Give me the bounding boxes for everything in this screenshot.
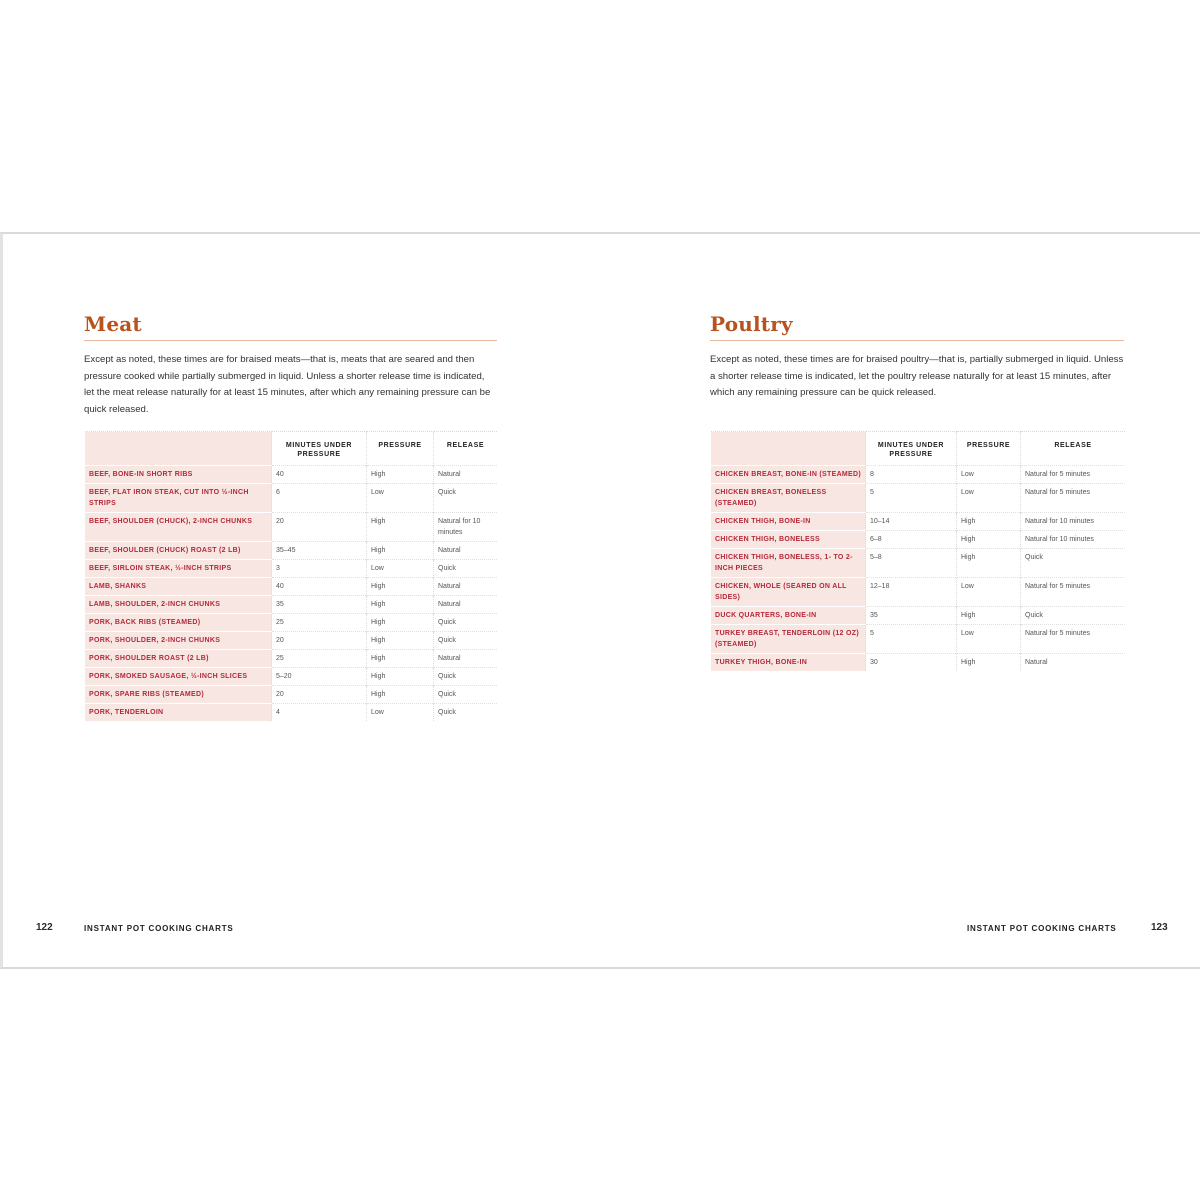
row-minutes: 35: [272, 596, 367, 614]
row-minutes: 3: [272, 560, 367, 578]
row-release: Natural: [434, 542, 498, 560]
row-pressure: High: [367, 466, 434, 484]
table-header-row: [711, 432, 1125, 466]
row-pressure: High: [957, 549, 1021, 578]
meat-cooking-chart: [85, 431, 497, 721]
row-item: CHICKEN THIGH, BONELESS: [711, 531, 866, 549]
row-minutes: 6–8: [866, 531, 957, 549]
row-minutes: 20: [272, 632, 367, 650]
header-minutes: MINUTES UNDER PRESSURE: [272, 432, 367, 466]
table-row: [85, 560, 497, 578]
table-row: [711, 484, 1125, 513]
header-pressure: PRESSURE: [367, 432, 434, 466]
section-title-poultry: Poultry: [710, 312, 793, 336]
header-minutes: MINUTES UNDER PRESSURE: [866, 432, 957, 466]
row-pressure: High: [367, 614, 434, 632]
table-row: [711, 549, 1125, 578]
row-minutes: 35: [866, 607, 957, 625]
row-pressure: High: [367, 686, 434, 704]
running-head: INSTANT POT COOKING CHARTS: [967, 924, 1117, 933]
table-row: [85, 650, 497, 668]
row-minutes: 5–8: [866, 549, 957, 578]
row-release: Natural for 10 minutes: [434, 513, 498, 542]
row-minutes: 30: [866, 654, 957, 672]
page-number: 122: [36, 922, 53, 933]
row-pressure: Low: [957, 484, 1021, 513]
row-release: Quick: [434, 614, 498, 632]
table-row: [85, 466, 497, 484]
row-release: Quick: [1021, 549, 1126, 578]
left-page: [3, 234, 603, 967]
row-release: Quick: [434, 484, 498, 513]
row-release: Quick: [434, 560, 498, 578]
row-item: BEEF, SHOULDER (CHUCK), 2-INCH CHUNKS: [85, 513, 272, 542]
row-item: TURKEY BREAST, TENDERLOIN (12 OZ) (STEAMED): [711, 625, 866, 654]
header-release: RELEASE: [1021, 432, 1126, 466]
row-item: CHICKEN BREAST, BONELESS (STEAMED): [711, 484, 866, 513]
row-release: Quick: [434, 686, 498, 704]
row-pressure: Low: [367, 704, 434, 722]
row-item: BEEF, SIRLOIN STEAK, ½-INCH STRIPS: [85, 560, 272, 578]
row-release: Natural: [434, 596, 498, 614]
row-release: Natural: [434, 650, 498, 668]
right-page: [603, 234, 1200, 967]
table-row: [85, 704, 497, 722]
table-row: [85, 578, 497, 596]
row-pressure: Low: [367, 484, 434, 513]
row-pressure: Low: [957, 578, 1021, 607]
row-release: Quick: [434, 632, 498, 650]
row-item: DUCK QUARTERS, BONE-IN: [711, 607, 866, 625]
table-row: [85, 513, 497, 542]
row-release: Quick: [1021, 607, 1126, 625]
table-header-row: [85, 432, 497, 466]
title-rule: [84, 340, 497, 341]
table-row: [85, 686, 497, 704]
row-item: LAMB, SHANKS: [85, 578, 272, 596]
row-minutes: 5–20: [272, 668, 367, 686]
row-item: LAMB, SHOULDER, 2-INCH CHUNKS: [85, 596, 272, 614]
row-pressure: High: [957, 531, 1021, 549]
row-pressure: High: [367, 596, 434, 614]
row-item: CHICKEN THIGH, BONE-IN: [711, 513, 866, 531]
row-item: PORK, SHOULDER, 2-INCH CHUNKS: [85, 632, 272, 650]
row-pressure: High: [367, 578, 434, 596]
row-minutes: 20: [272, 686, 367, 704]
row-pressure: High: [367, 668, 434, 686]
row-release: Natural for 10 minutes: [1021, 531, 1126, 549]
row-release: Natural for 5 minutes: [1021, 484, 1126, 513]
row-pressure: High: [957, 654, 1021, 672]
table-row: [85, 542, 497, 560]
poultry-cooking-chart: [711, 431, 1125, 671]
page-number: 123: [1151, 922, 1168, 933]
row-release: Natural: [434, 578, 498, 596]
row-pressure: High: [367, 542, 434, 560]
table-row: [711, 625, 1125, 654]
intro-paragraph: Except as noted, these times are for braised meats—that is, meats that are seared and then pressure cooked while partially submerged in liquid. Unless a shorter release time is indicated, let the meat release naturally for at least 15 minutes, after which any remaining pressure can be quick released.: [84, 354, 491, 415]
row-minutes: 5: [866, 484, 957, 513]
title-rule: [710, 340, 1124, 341]
row-release: Natural for 10 minutes: [1021, 513, 1126, 531]
row-item: CHICKEN THIGH, BONELESS, 1- TO 2-INCH PIECES: [711, 549, 866, 578]
book-spread: [0, 232, 1200, 969]
header-pressure: PRESSURE: [957, 432, 1021, 466]
row-release: Natural for 5 minutes: [1021, 578, 1126, 607]
row-minutes: 10–14: [866, 513, 957, 531]
table-row: [711, 466, 1125, 484]
header-release: RELEASE: [434, 432, 498, 466]
table-row: [85, 596, 497, 614]
row-minutes: 40: [272, 578, 367, 596]
row-minutes: 35–45: [272, 542, 367, 560]
row-minutes: 25: [272, 614, 367, 632]
poultry-table-body: [711, 466, 1125, 672]
row-item: CHICKEN BREAST, BONE-IN (STEAMED): [711, 466, 866, 484]
row-minutes: 8: [866, 466, 957, 484]
row-item: BEEF, BONE-IN SHORT RIBS: [85, 466, 272, 484]
header-item: [85, 432, 272, 466]
row-pressure: High: [957, 513, 1021, 531]
row-minutes: 6: [272, 484, 367, 513]
row-item: PORK, SMOKED SAUSAGE, ½-INCH SLICES: [85, 668, 272, 686]
row-item: TURKEY THIGH, BONE-IN: [711, 654, 866, 672]
meat-table-body: [85, 466, 497, 722]
row-release: Quick: [434, 704, 498, 722]
table-row: [85, 614, 497, 632]
row-item: PORK, SHOULDER ROAST (2 LB): [85, 650, 272, 668]
row-item: PORK, TENDERLOIN: [85, 704, 272, 722]
row-pressure: Low: [957, 625, 1021, 654]
row-release: Natural for 5 minutes: [1021, 466, 1126, 484]
row-item: BEEF, SHOULDER (CHUCK) ROAST (2 LB): [85, 542, 272, 560]
table-row: [711, 578, 1125, 607]
row-release: Natural: [1021, 654, 1126, 672]
row-item: BEEF, FLAT IRON STEAK, CUT INTO ½-INCH STRIPS: [85, 484, 272, 513]
table-row: [711, 607, 1125, 625]
row-item: PORK, SPARE RIBS (STEAMED): [85, 686, 272, 704]
row-pressure: High: [367, 650, 434, 668]
running-head: INSTANT POT COOKING CHARTS: [84, 924, 234, 933]
row-pressure: High: [367, 513, 434, 542]
row-minutes: 4: [272, 704, 367, 722]
header-item: [711, 432, 866, 466]
row-minutes: 25: [272, 650, 367, 668]
row-item: CHICKEN, WHOLE (SEARED ON ALL SIDES): [711, 578, 866, 607]
table-row: [711, 513, 1125, 531]
row-minutes: 12–18: [866, 578, 957, 607]
table-row: [711, 654, 1125, 672]
table-row: [85, 484, 497, 513]
row-item: PORK, BACK RIBS (STEAMED): [85, 614, 272, 632]
row-release: Quick: [434, 668, 498, 686]
table-row: [711, 531, 1125, 549]
row-pressure: Low: [367, 560, 434, 578]
section-title-meat: Meat: [84, 312, 142, 336]
row-pressure: High: [957, 607, 1021, 625]
row-minutes: 5: [866, 625, 957, 654]
row-minutes: 40: [272, 466, 367, 484]
intro-paragraph: Except as noted, these times are for braised poultry—that is, partially submerged in liquid. Unless a shorter release time is indicated, let the poultry release naturally for at least 15 minutes, after which any remaining pressure can be quick released.: [710, 354, 1124, 398]
row-release: Natural: [434, 466, 498, 484]
table-row: [85, 668, 497, 686]
row-minutes: 20: [272, 513, 367, 542]
table-row: [85, 632, 497, 650]
row-pressure: High: [367, 632, 434, 650]
row-release: Natural for 5 minutes: [1021, 625, 1126, 654]
row-pressure: Low: [957, 466, 1021, 484]
